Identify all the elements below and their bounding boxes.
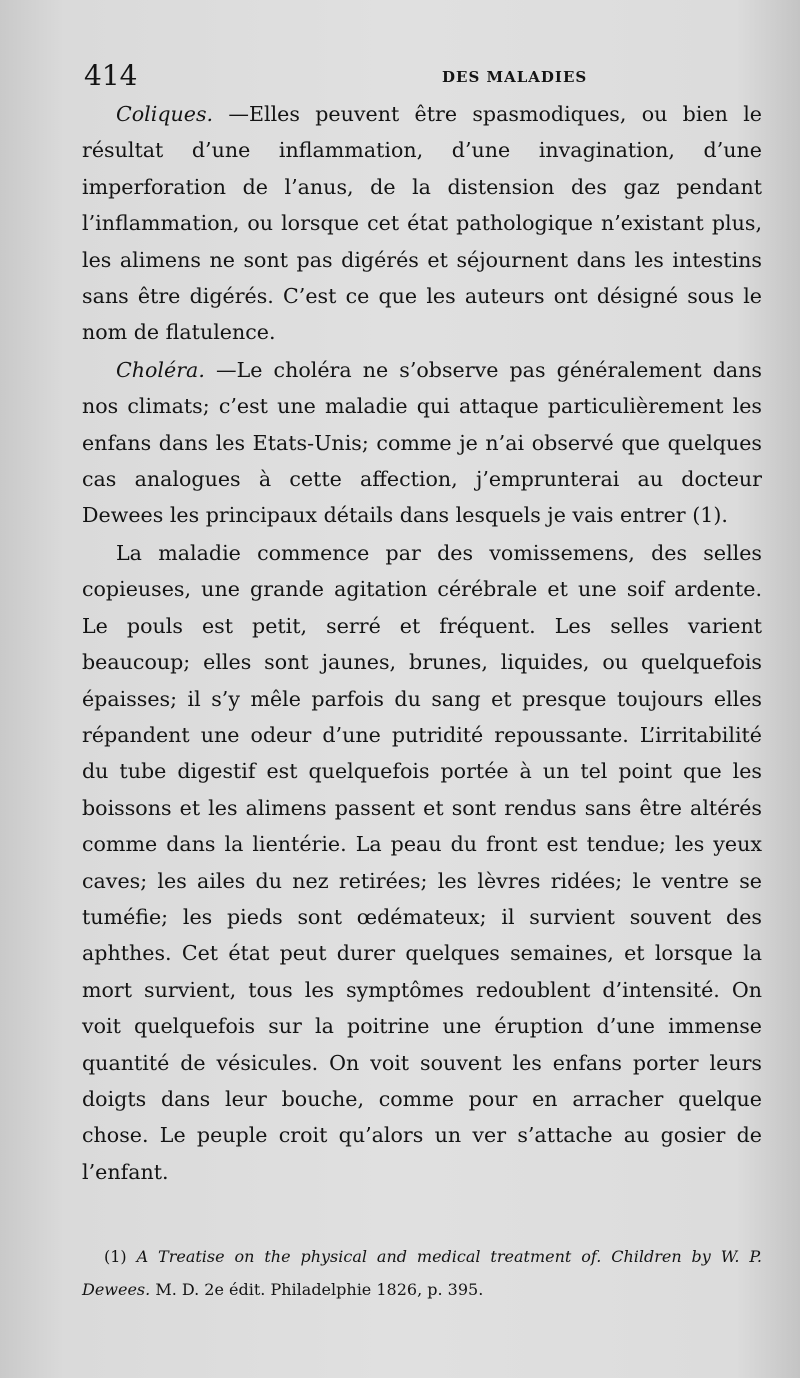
paragraph-cholera [82,352,762,534]
running-head: DES MALADIES [442,68,588,86]
footnote-marker: (1) [104,1247,137,1266]
paragraph-symptoms-text: La maladie commence par des vomissemens, des selles copieuses, une grande agitation cérébrale et une soif ardente. Le pouls est petit, serré et fréquent. Les selles varient beaucoup; elles sont jaunes, brunes, liquides, ou quelquefois épaisses; il s’y mêle parfois du sang et presque toujours elles répandent une odeur d’une putridité repoussante. L’irritabilité du tube digestif est quelquefois portée à un tel point que les boissons et les alimens passent et sont rendus sans être altérés comme dans la lientérie. La peau du front est tendue; les yeux caves; les ailes du nez retirées; les lèvres ridées; le ventre se tuméfie; les pieds sont œdémateux; il survient souvent des aphthes. Cet état peut durer quelques semaines, et lorsque la mort survient, tous les symptômes redoublent d’intensité. On voit quelquefois sur la poitrine une éruption d’une immense quantité de vésicules. On voit souvent les enfans porter leurs doigts dans leur bouche, comme pour en arracher quelque chose. Le peuple croit qu’alors un ver s’attache au gosier de l’enfant. [82,540,762,1184]
page-header [84,56,764,96]
term-cholera: Choléra. [116,357,205,382]
body-text [82,96,762,1190]
paragraph-coliques [82,96,762,351]
footnote-title: A Treatise on the physical and medical treatment of. Children by W. P. Dewees. [82,1247,763,1299]
term-coliques: Coliques. [116,102,214,126]
page-number: 414 [84,59,138,92]
footnote-rest: M. D. 2e édit. Philadelphie 1826, p. 395. [150,1280,484,1299]
paragraph-symptoms [82,535,762,1190]
paragraph-cholera-text: —Le choléra ne s’observe pas généralement dans nos climats; c’est une maladie qui attaque particulièrement les enfans dans les Etats-Unis; comme je n’ai observé que quelques cas analogues à cette affection, j’emprunterai au docteur Dewees les principaux détails dans lesquels je vais entrer (1). [82,357,762,528]
footnote [82,1240,762,1306]
paragraph-coliques-text: —Elles peuvent être spasmodiques, ou bien le résultat d’une inflammation, d’une invagination, d’une imperforation de l’anus, de la distension des gaz pendant l’inflammation, ou lorsque cet état pathologique n’existant plus, les alimens ne sont pas digérés et séjournent dans les intestins sans être digérés. C’est ce que les auteurs ont désigné sous le nom de flatulence. [82,102,762,345]
